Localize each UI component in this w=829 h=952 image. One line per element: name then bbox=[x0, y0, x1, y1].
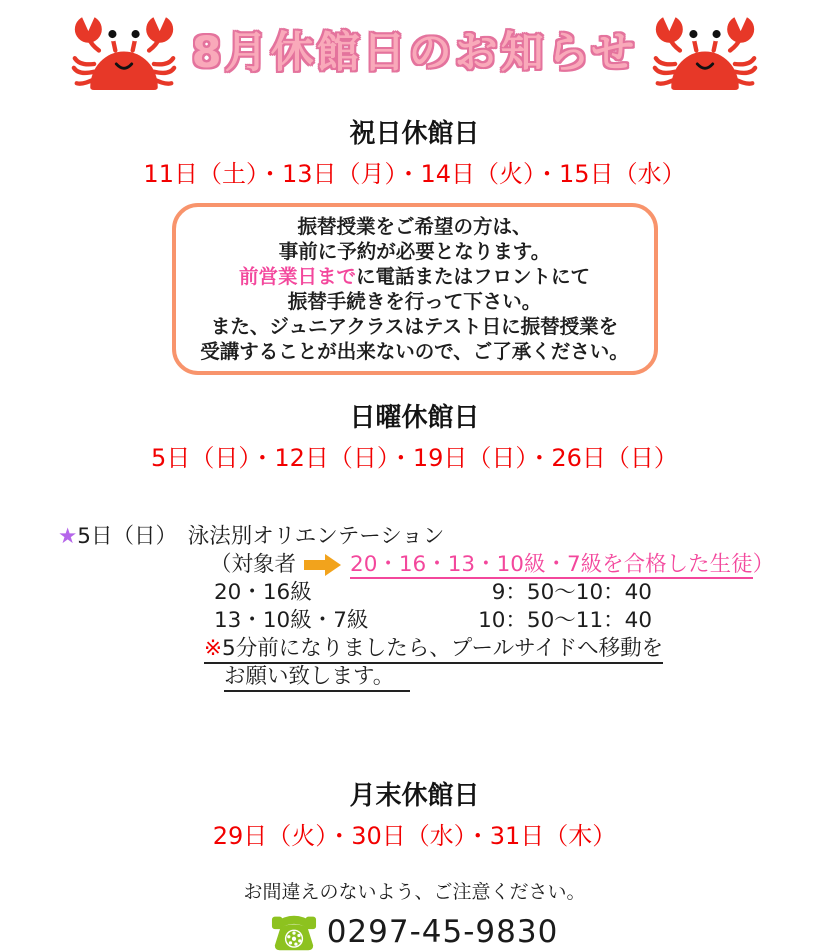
notice-box bbox=[172, 203, 658, 375]
phone-icon bbox=[271, 912, 317, 952]
schedule-group: 13・10級・7級 bbox=[214, 608, 369, 633]
target-suffix: ） bbox=[752, 552, 775, 577]
month-end-heading: 月末休館日 bbox=[349, 781, 480, 811]
holiday-dates: 11日（土）・13日（月）・14日（火）・15日（水） bbox=[143, 160, 686, 188]
note-text: 5分前になりましたら、プールサイドへ移動を bbox=[222, 636, 664, 661]
deadline-highlight: 前営業日まで bbox=[238, 265, 356, 288]
notice-line: また、ジュニアクラスはテスト日に振替授業を bbox=[210, 315, 619, 338]
sunday-section bbox=[0, 397, 829, 473]
schedule-time: 10：50～11：40 bbox=[478, 608, 652, 633]
schedule-row bbox=[214, 579, 829, 607]
holiday-heading: 祝日休館日 bbox=[349, 119, 480, 149]
holiday-section bbox=[0, 113, 829, 189]
notice-line: 振替手続きを行って下さい。 bbox=[287, 290, 542, 313]
crab-icon bbox=[70, 8, 178, 91]
orientation-title: 5日（日） 泳法別オリエンテーション bbox=[77, 524, 445, 549]
month-end-dates: 29日（火）・30日（水）・31日（木） bbox=[212, 822, 617, 850]
target-students-line bbox=[350, 551, 774, 579]
page-title: 8月休館日のお知らせ bbox=[191, 28, 638, 78]
header bbox=[0, 0, 829, 91]
notice-line bbox=[180, 264, 650, 289]
schedule-group: 20・16級 bbox=[214, 580, 312, 605]
orientation-section bbox=[58, 523, 829, 691]
star-icon: ★ bbox=[58, 524, 78, 549]
orientation-note-line bbox=[204, 635, 829, 663]
note-mark: ※ bbox=[204, 636, 223, 661]
target-students: 20・16・13・10級・7級を合格した生徒 bbox=[350, 552, 753, 577]
schedule-row bbox=[214, 607, 829, 635]
month-end-section bbox=[0, 775, 829, 851]
sunday-heading: 日曜休館日 bbox=[349, 403, 480, 433]
phone-number: 0297-45-9830 bbox=[326, 914, 559, 950]
notice-line-rest: に電話またはフロントにて bbox=[356, 265, 591, 288]
note-text: お願い致します。 bbox=[224, 664, 410, 692]
sunday-dates: 5日（日）・12日（日）・19日（日）・26日（日） bbox=[151, 444, 678, 472]
notice-line: 事前に予約が必要となります。 bbox=[278, 240, 551, 263]
target-prefix: （対象者 bbox=[210, 552, 297, 577]
orientation-note-line bbox=[224, 663, 829, 691]
schedule-time: 9：50～10：40 bbox=[491, 580, 652, 605]
orientation-title-line bbox=[58, 523, 829, 551]
orientation-target-line bbox=[210, 551, 829, 579]
phone-row bbox=[0, 912, 829, 952]
note-underline bbox=[204, 636, 663, 664]
notice-line: 振替授業をご希望の方は、 bbox=[297, 215, 532, 238]
arrow-right-icon bbox=[304, 552, 342, 578]
crab-icon bbox=[651, 8, 759, 91]
caution-text: お間違えのないよう、ご注意ください。 bbox=[243, 881, 586, 903]
notice-line: 受講することが出来ないので、ご了承ください。 bbox=[200, 340, 629, 363]
